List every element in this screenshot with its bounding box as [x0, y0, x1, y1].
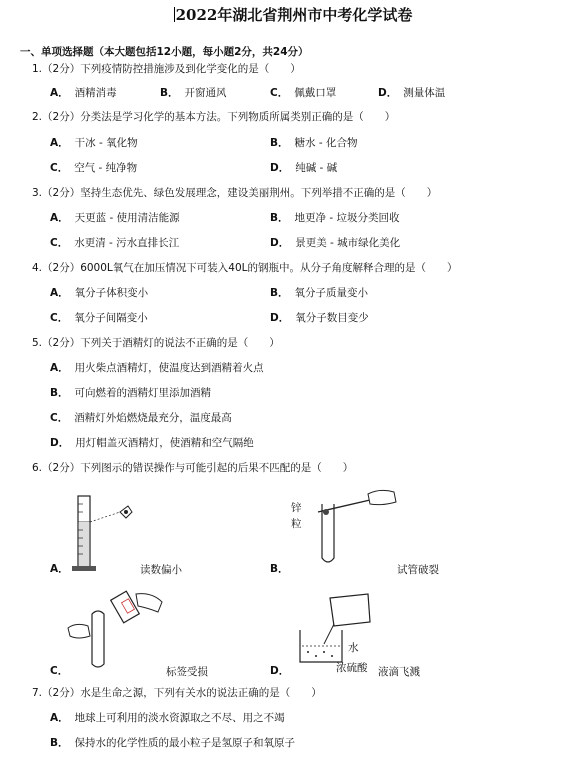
q6-caption-b: 试管破裂	[397, 564, 439, 576]
q5-option-b[interactable]: B． 可向燃着的酒精灯里添加酒精	[50, 387, 212, 399]
q6-stem: 6.（2分）下列图示的错误操作与可能引起的后果不匹配的是（ ）	[32, 462, 354, 474]
q6-caption-a: 读数偏小	[140, 564, 182, 576]
q4-option-a[interactable]: A． 氧分子体积变小	[50, 287, 149, 299]
q3-option-d[interactable]: D． 景更美 - 城市绿化美化	[270, 237, 401, 249]
q4-option-b[interactable]: B． 氧分子质量变小	[270, 287, 369, 299]
q5-option-d[interactable]: D． 用灯帽盖灭酒精灯，使酒精和空气隔绝	[50, 437, 254, 449]
q2-option-c[interactable]: C． 空气 - 纯净物	[50, 162, 138, 174]
q5-option-c[interactable]: C． 酒精灯外焰燃烧最充分，温度最高	[50, 412, 232, 424]
q7-stem: 7.（2分）水是生命之源，下列有关水的说法正确的是（ ）	[32, 687, 322, 699]
bubbles	[307, 651, 333, 657]
dilution-figure	[294, 590, 384, 664]
q6-option-b[interactable]: B．	[270, 563, 289, 575]
q4-stem: 4.（2分）6000L氧气在加压情况下可装入40L的钢瓶中。从分子角度解释合理的是（ ）	[32, 262, 458, 274]
cylinder-base	[72, 566, 96, 571]
section-heading: 一、单项选择题（本大题包括12小题，每小题2分，共24分）	[20, 46, 309, 58]
zinc-granule	[323, 509, 329, 515]
q1-option-c[interactable]: C． 佩戴口罩	[270, 87, 337, 99]
grain-label: 粒	[291, 518, 302, 530]
acid-label: 浓硫酸	[336, 662, 368, 674]
q5-option-a[interactable]: A． 用火柴点酒精灯，使温度达到酒精着火点	[50, 362, 264, 374]
q2-stem: 2.（2分）分类法是学习化学的基本方法。下列物质所属类别正确的是（ ）	[32, 111, 396, 123]
q3-option-c[interactable]: C． 水更清 - 污水直排长江	[50, 237, 180, 249]
q1-option-a[interactable]: A． 酒精消毒	[50, 87, 117, 99]
text-cursor	[174, 7, 175, 22]
q3-option-b[interactable]: B． 地更净 - 垃圾分类回收	[270, 212, 400, 224]
q7-option-b[interactable]: B． 保持水的化学性质的最小粒子是氢原子和氧原子	[50, 737, 296, 749]
q5-stem: 5.（2分）下列关于酒精灯的说法不正确的是（ ）	[32, 337, 280, 349]
q2-option-d[interactable]: D． 纯碱 - 碱	[270, 162, 338, 174]
q1-stem: 1.（2分）下列疫情防控措施涉及到化学变化的是（ ）	[32, 63, 301, 75]
test-tube-tongs-figure	[296, 488, 406, 572]
page-title: 2022年湖北省荆州市中考化学试卷	[175, 6, 413, 24]
q6-caption-d: 液滴飞溅	[378, 666, 420, 678]
hand-icon	[368, 490, 396, 504]
pouring-liquid-figure	[62, 584, 172, 670]
water-label: 水	[348, 642, 359, 654]
receiving-tube	[92, 611, 104, 667]
q7-option-a[interactable]: A． 地球上可利用的淡水资源取之不尽、用之不竭	[50, 712, 285, 724]
q6-option-a[interactable]: A．	[50, 563, 69, 575]
q6-option-c[interactable]: C．	[50, 665, 69, 677]
reagent-bottle	[111, 591, 140, 623]
water-beaker	[330, 594, 370, 626]
left-hand-icon	[68, 624, 90, 638]
eye-pupil	[124, 510, 128, 514]
q1-option-b[interactable]: B． 开窗通风	[160, 87, 227, 99]
water-stream	[324, 624, 334, 644]
zinc-label: 锌	[291, 502, 302, 514]
q3-stem: 3.（2分）坚持生态优先、绿色发展理念，建设美丽荆州。下列举措不正确的是（ ）	[32, 187, 438, 199]
q4-option-c[interactable]: C． 氧分子间隔变小	[50, 312, 148, 324]
q1-option-d[interactable]: D． 测量体温	[378, 87, 446, 99]
q2-option-a[interactable]: A． 干冰 - 氧化物	[50, 137, 138, 149]
q3-option-a[interactable]: A． 天更蓝 - 使用清洁能源	[50, 212, 180, 224]
q6-caption-c: 标签受损	[166, 666, 208, 678]
q2-option-b[interactable]: B． 糖水 - 化合物	[270, 137, 358, 149]
liquid	[79, 522, 90, 566]
right-hand-icon	[136, 594, 162, 612]
q4-option-d[interactable]: D． 氧分子数目变少	[270, 312, 369, 324]
q6-option-d[interactable]: D．	[270, 665, 290, 677]
sight-line	[90, 512, 120, 522]
